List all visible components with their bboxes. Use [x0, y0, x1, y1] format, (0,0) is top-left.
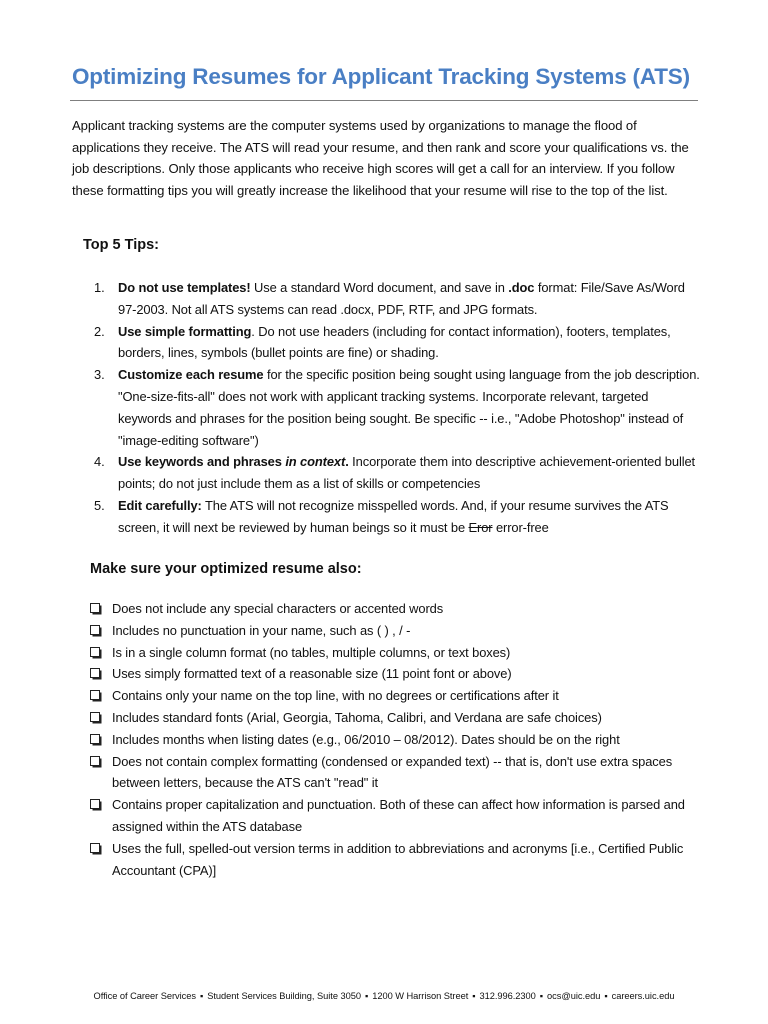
footer-website: careers.uic.edu — [611, 991, 675, 1001]
checklist-item: Uses simply formatted text of a reasonable size (11 point font or above) — [89, 663, 709, 685]
checklist — [89, 598, 709, 881]
checklist-item: Contains proper capitalization and punctuation. Both of these can affect how information is parsed and assigned within the ATS database — [89, 794, 709, 838]
tip-item-4 — [94, 451, 704, 495]
tip-item-3 — [94, 364, 704, 451]
tip-text: for the specific position being sought using language from the job description. "One-size-fits-all" does not work with applicant tracking systems. Incorporate relevant, targeted keywords and phrases for the position being sought. Be specific -- i.e., "Adobe Photoshop" instead of "image-editing software") — [118, 367, 700, 448]
checklist-item: Contains only your name on the top line, with no degrees or certifications after it — [89, 685, 709, 707]
tip-number: 5. — [94, 497, 105, 513]
separator-icon: ▪ — [199, 991, 204, 1001]
tip-text: . Do not use headers (including for contact information), footers, templates, borders, lines, symbols (bullet points are fine) or shading. — [118, 323, 671, 361]
tip-lead: Customize each resume — [118, 367, 264, 383]
intro-paragraph: Applicant tracking systems are the computer systems used by organizations to manage the flood of applications they receive. The ATS will read your resume, and then rank and score your qualifications vs. the job descriptions. Only those applicants who receive high scores will get a call for an interview. If you follow these formatting tips you will greatly increase the likelihood that your resume will rise to the top of the list. — [72, 118, 689, 199]
tip-item-5 — [94, 495, 704, 539]
checkbox-icon — [90, 799, 100, 809]
footer-contact-line — [0, 991, 768, 1001]
checkbox-icon — [90, 603, 100, 613]
tip-emphasis: .doc — [508, 280, 535, 295]
tip-text: format: File/Save As/Word 97-2003. Not all ATS systems can read .docx, PDF, RTF, and JPG formats. — [118, 280, 685, 317]
tip-number: 4. — [94, 454, 105, 470]
footer-building: Student Services Building, Suite 3050 — [207, 991, 361, 1001]
footer-office: Office of Career Services — [93, 991, 196, 1001]
checklist-item: Uses the full, spelled-out version terms in addition to abbreviations and acronyms [i.e., Certified Public Accountant (CPA)] — [89, 838, 709, 882]
checkbox-icon — [90, 843, 100, 853]
tip-text: Use a standard Word document, and save in — [250, 280, 509, 295]
checklist-item: Includes months when listing dates (e.g., 06/2010 – 08/2012). Dates should be on the right — [89, 729, 709, 751]
checkbox-icon — [90, 625, 100, 635]
title-divider — [70, 100, 698, 101]
checklist-item: Is in a single column format (no tables, multiple columns, or text boxes) — [89, 642, 709, 664]
tip-italic: in context — [285, 454, 346, 470]
tip-item-1 — [94, 277, 704, 321]
tip-text: The ATS will not recognize misspelled words. And, if your resume survives the ATS screen, it will next be reviewed by human beings so it must be — [118, 497, 669, 535]
tip-lead: Use keywords and phrases in context. — [118, 454, 349, 470]
checkbox-icon — [90, 712, 100, 722]
separator-icon: ▪ — [364, 991, 369, 1001]
tip-lead: Do not use templates! — [118, 280, 251, 295]
checklist-heading: Make sure your optimized resume also: — [90, 561, 362, 577]
checklist-item: Includes no punctuation in your name, such as ( ) , / - — [89, 620, 709, 642]
checkbox-icon — [90, 734, 100, 744]
checkbox-icon — [90, 668, 100, 678]
separator-icon: ▪ — [472, 991, 476, 1001]
checklist-item: Includes standard fonts (Arial, Georgia, Tahoma, Calibri, and Verdana are safe choices) — [89, 707, 709, 729]
tips-list — [94, 277, 704, 539]
tip-number: 1. — [94, 280, 105, 295]
separator-icon: ▪ — [539, 991, 544, 1001]
checkbox-icon — [90, 756, 100, 766]
tip-lead: Edit carefully: — [118, 497, 202, 513]
page-title: Optimizing Resumes for Applicant Tracking Systems (ATS) — [72, 64, 690, 89]
tip-text: Incorporate them into descriptive achievement-oriented bullet points; do not just include them as a list of skills or competencies — [118, 454, 696, 492]
checklist-item: Does not include any special characters or accented words — [89, 598, 709, 620]
struck-word: Eror — [468, 519, 493, 535]
footer-email: ocs@uic.edu — [547, 991, 601, 1001]
tip-number: 2. — [94, 323, 105, 339]
footer-address: 1200 W Harrison Street — [372, 991, 469, 1001]
tip-item-2 — [94, 321, 704, 365]
checkbox-icon — [90, 690, 100, 700]
tip-lead: Use simple formatting — [118, 323, 252, 339]
footer-phone: 312.996.2300 — [479, 991, 536, 1001]
tips-heading: Top 5 Tips: — [83, 237, 159, 253]
separator-icon: ▪ — [604, 991, 608, 1001]
tip-number: 3. — [94, 367, 105, 383]
checkbox-icon — [90, 647, 100, 657]
checklist-item: Does not contain complex formatting (condensed or expanded text) -- that is, don't use extra spaces between letters, because the ATS can't "read" it — [89, 751, 709, 795]
tip-text: error-free — [492, 519, 549, 535]
